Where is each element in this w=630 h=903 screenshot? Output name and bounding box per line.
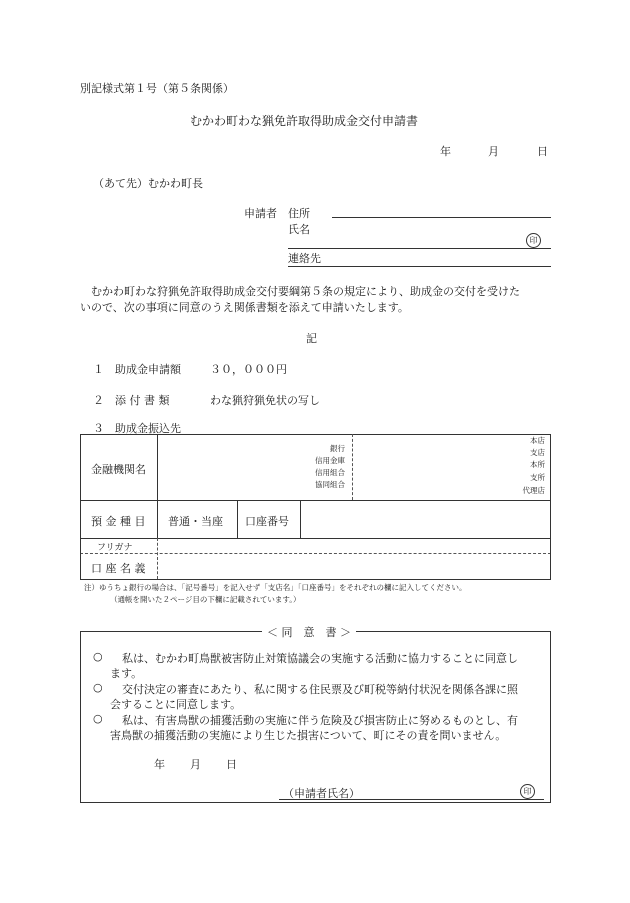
- contact-field[interactable]: [288, 266, 551, 267]
- body-text-line2: いので、次の事項に同意のうえ関係書類を添えて申請いたします。: [80, 301, 409, 314]
- account-number-field[interactable]: [303, 502, 548, 536]
- account-number-label: 口座番号: [245, 515, 289, 528]
- ki-heading: 記: [306, 332, 317, 345]
- consent-1-line1: 私は、むかわ町鳥獣被害防止対策協議会の実施する活動に協力することに同意し: [122, 652, 518, 665]
- name-label: 氏名: [288, 223, 310, 236]
- page-title: むかわ町わな猟免許取得助成金交付申請書: [190, 114, 419, 128]
- item1-value: ３０，０００円: [210, 363, 287, 376]
- furigana-field[interactable]: [160, 539, 548, 552]
- date-year: 年: [440, 145, 451, 158]
- address-label: 住所: [288, 207, 310, 220]
- consent-date-year: 年: [154, 758, 165, 771]
- item2-value: わな猟狩猟免状の写し: [210, 394, 320, 407]
- deposit-type-label: 預 金 種 目: [91, 515, 146, 528]
- consent-title: ＜ 同 意 書 ＞: [262, 624, 356, 640]
- branch-name-field[interactable]: [355, 434, 500, 500]
- branch-type-honten: 本店: [530, 436, 545, 445]
- consent-3-line1: 私は、有害鳥獣の捕獲活動の実施に伴う危険及び損害防止に努めるものとし、有: [122, 714, 518, 727]
- institution-label: 金融機関名: [91, 463, 146, 476]
- signer-name-field[interactable]: [279, 799, 544, 800]
- account-name-field[interactable]: [160, 555, 548, 577]
- address-field[interactable]: [332, 217, 551, 218]
- item1-label: 助成金申請額: [115, 363, 181, 376]
- consent-bullet-2: ○: [93, 681, 103, 694]
- consent-bullet-1: ○: [93, 650, 103, 663]
- consent-date-month: 月: [190, 758, 201, 771]
- note-line2: （通帳を開いた２ページ目の下欄に記載されています。）: [110, 595, 301, 604]
- bank-type-shinkin: 信用金庫: [315, 456, 345, 465]
- seal-icon: 印: [520, 784, 535, 799]
- seal-icon: 印: [526, 233, 541, 248]
- furigana-label: フリガナ: [97, 543, 133, 553]
- deposit-type-value[interactable]: 普通・当座: [168, 515, 223, 528]
- contact-label: 連絡先: [288, 252, 321, 265]
- item3-label: 助成金振込先: [115, 422, 181, 435]
- branch-type-shiten: 支店: [530, 448, 545, 457]
- item1-number: １: [93, 363, 104, 376]
- applicant-label: 申請者: [244, 207, 277, 220]
- bank-type-kyodo: 協同組合: [315, 480, 345, 489]
- consent-2-line1: 交付決定の審査にあたり、私に関する住民票及び町税等納付状況を関係各課に照: [122, 683, 518, 696]
- item2-number: ２: [93, 394, 104, 407]
- consent-3-line2: 害鳥獣の捕獲活動の実施により生じた損害について、町にその責を問いません。: [110, 729, 507, 742]
- consent-bullet-3: ○: [93, 712, 103, 725]
- note-line1: 注）ゆうちょ銀行の場合は、「記号番号」を記入せず「支店名」「口座番号」をそれぞれの欄に記入してください。: [84, 583, 467, 592]
- account-name-label: 口 座 名 義: [91, 562, 146, 575]
- consent-1-line2: ます。: [110, 667, 143, 680]
- branch-type-shisho: 支所: [530, 473, 545, 482]
- consent-date-day: 日: [226, 758, 237, 771]
- bank-type-bank: 銀行: [330, 444, 345, 453]
- date-month: 月: [488, 145, 499, 158]
- signer-label: （申請者氏名）: [283, 787, 360, 800]
- item2-label: 添 付 書 類: [115, 394, 170, 407]
- body-text-line1: むかわ町わな狩猟免許取得助成金交付要綱第５条の規定により、助成金の交付を受けた: [91, 285, 520, 298]
- name-field[interactable]: [288, 248, 551, 249]
- addressee: （あて先）むかわ町長: [93, 177, 203, 190]
- item3-number: ３: [93, 422, 104, 435]
- date-day: 日: [537, 145, 548, 158]
- branch-type-dairiten: 代理店: [522, 486, 545, 495]
- branch-type-honsho: 本所: [530, 460, 545, 469]
- bank-type-shinkumi: 信用組合: [315, 468, 345, 477]
- consent-2-line2: 会することに同意します。: [110, 698, 242, 711]
- form-number: 別記様式第１号（第５条関係）: [80, 82, 234, 95]
